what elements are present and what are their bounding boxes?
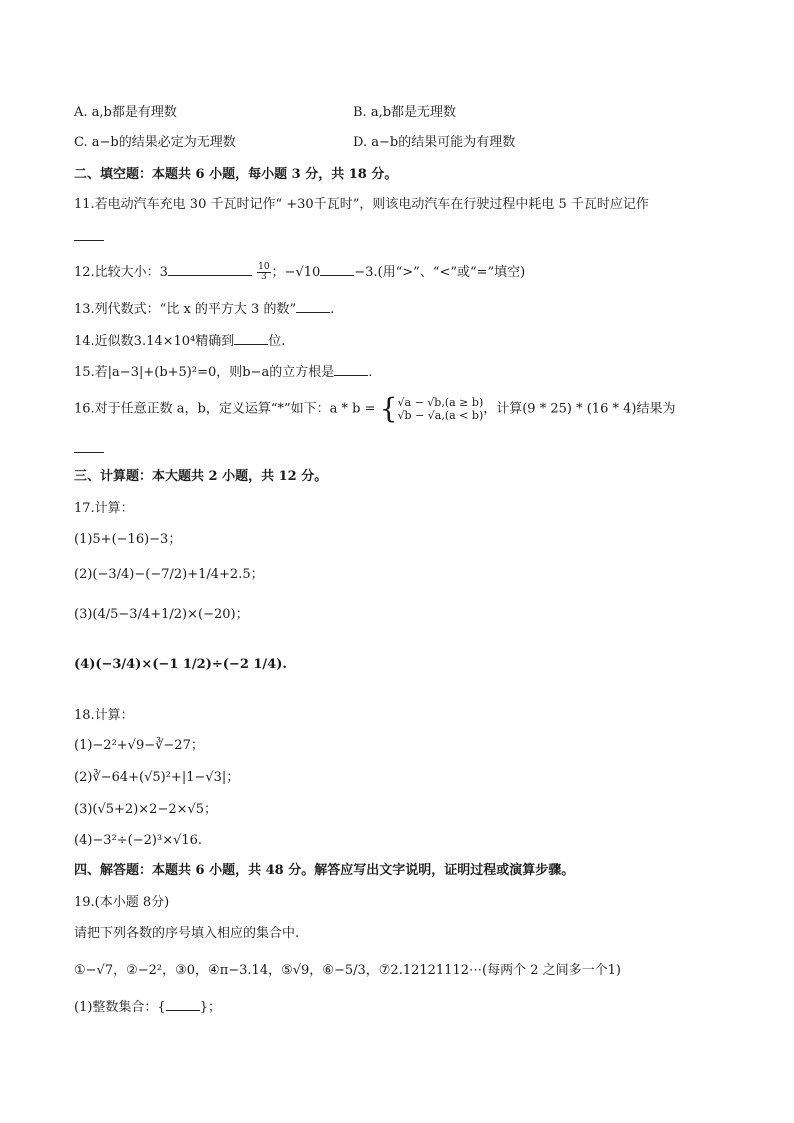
question-11-blank (74, 228, 104, 247)
question-18-part-2: (2)∛−64+(√5)²+|1−√3|； (74, 770, 240, 785)
question-12: 12.比较大小：3 $\frac{10}{3}$ ；−√10 −3.(用“>”、“<”或“=”填空) (74, 262, 526, 282)
option-c: C. a−b的结果必定为无理数 (74, 135, 236, 150)
option-b: B. a,b都是无理数 (353, 105, 457, 120)
section-4-heading: 四、解答题：本题共 6 小题，共 48 分。解答应写出文字说明，证明过程或演算步骤。 (74, 863, 575, 878)
question-17-part-2: (2)(−3/4)−(−7/2)+1/4+2.5； (74, 567, 264, 582)
question-19-part-1: (1)整数集合：{ }； (74, 1000, 221, 1015)
question-18-part-4: (4)−3²÷(−2)³×√16. (74, 833, 203, 848)
question-18-part-1: (1)−2²+√9−∛−27； (74, 738, 204, 753)
question-16: 16.对于任意正数 a，b，定义运算“*”如下：a * b = { √a − √b,(a ≥ b) √b − √a,(a < b) ，计算(9 * 25) * (16 * 4)结果为 (74, 392, 676, 425)
question-14: 14.近似数3.14×10⁴精确到 位. (74, 334, 286, 349)
question-19-title: 19.(本小题 8分) (74, 895, 170, 910)
option-d: D. a−b的结果可能为有理数 (353, 135, 516, 150)
question-11: 11.若电动汽车充电 30 千瓦时记作“ +30千瓦时”，则该电动汽车在行驶过程中耗电 5 千瓦时应记作 (74, 197, 649, 212)
question-17-title: 17.计算： (74, 501, 134, 516)
question-19-number-list: ①−√7，②−2²，③0，④π−3.14，⑤√9，⑥−5/3，⑦2.12121112⋯(每两个 2 之间多一个1) (74, 963, 621, 978)
question-17-part-3: (3)(4/5−3/4+1/2)×(−20)； (74, 607, 249, 622)
question-18-part-3: (3)(√5+2)×2−2×√5； (74, 802, 218, 817)
fraction-ten-thirds: $\frac{10}{3}$ (258, 262, 270, 282)
question-17-part-1: (1)5+(−16)−3； (74, 532, 182, 547)
question-15: 15.若|a−3|+(b+5)²=0，则b−a的立方根是 . (74, 365, 373, 380)
question-16-blank (74, 440, 104, 459)
section-2-heading: 二、填空题：本题共 6 小题，每小题 3 分，共 18 分。 (74, 167, 398, 182)
question-13: 13.列代数式：“比 x 的平方大 3 的数” . (74, 302, 335, 317)
question-18-title: 18.计算： (74, 708, 134, 723)
section-3-heading: 三、计算题：本大题共 2 小题，共 12 分。 (74, 469, 328, 484)
question-17-part-4: (4)(−3/4)×(−1 1/2)÷(−2 1/4). (74, 657, 287, 672)
piecewise-definition: √a − √b,(a ≥ b) √b − √a,(a < b) (397, 396, 484, 422)
question-19-instruction: 请把下列各数的序号填入相应的集合中. (74, 926, 300, 941)
option-a: A. a,b都是有理数 (74, 105, 177, 120)
